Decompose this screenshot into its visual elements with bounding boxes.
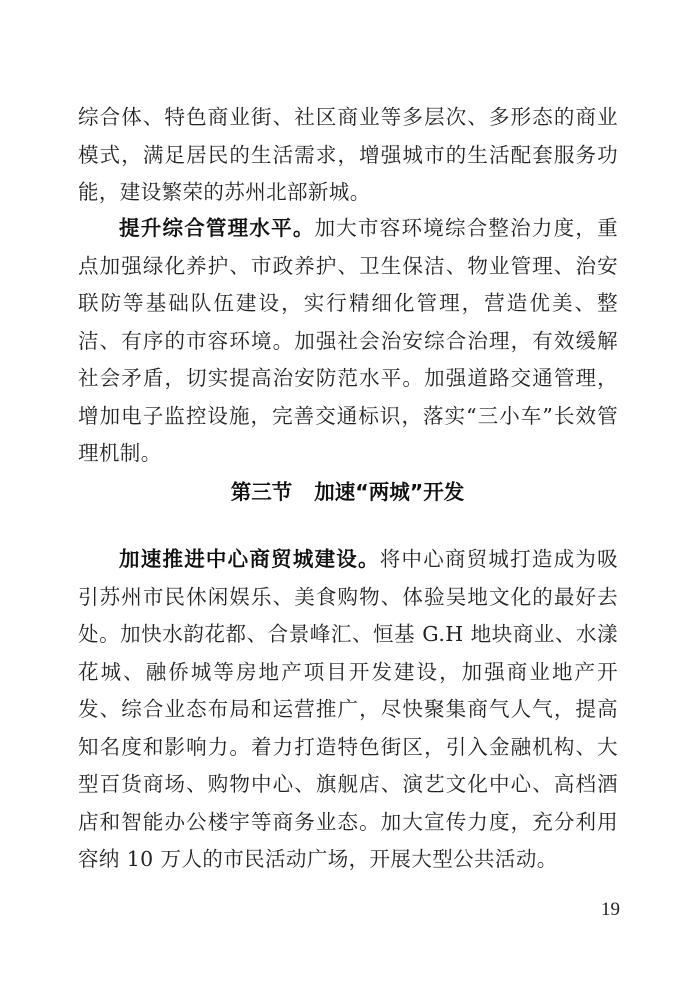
- page-number: 19: [601, 899, 620, 920]
- paragraph-lead-heading: 加速推进中心商贸城建设。: [119, 547, 380, 571]
- paragraph-text: 加大市容环境综合整治力度，重点加强绿化养护、市政养护、卫生保洁、物业管理、治安联防等基础队伍建设，实行精细化管理，营造优美、整洁、有序的市容环境。加强社会治安综合治理，有效缓解社会矛盾，切实提高治安防范水平。加强道路交通管理，增加电子监控设施，完善交通标识，落实“三小车”长效管理机制。: [78, 216, 618, 465]
- section-number: 第三节: [230, 480, 293, 504]
- paragraph-management: [78, 210, 618, 473]
- section-title: 加速“两城”开发: [314, 480, 465, 504]
- paragraph-continuation: [78, 99, 618, 212]
- paragraph-commerce-center: [78, 541, 618, 879]
- paragraph-text: 将中心商贸城打造成为吸引苏州市民休闲娱乐、美食购物、体验吴地文化的最好去处。加快水韵花都、合景峰汇、恒基 G.H 地块商业、水漾花城、融侨城等房地产项目开发建设，加强商业地产开发、综合业态布局和运营推广，尽快聚集商气人气，提高知名度和影响力。着力打造特色街区，引入金融机构、大型百货商场、购物中心、旗舰店、演艺文化中心、高档酒店和智能办公楼宇等商务业态。加大宣传力度，充分利用容纳 10 万人的市民活动广场，开展大型公共活动。: [78, 547, 618, 871]
- paragraph-text: 综合体、特色商业街、社区商业等多层次、多形态的商业模式，满足居民的生活需求，增强城市的生活配套服务功能，建设繁荣的苏州北部新城。: [78, 105, 618, 204]
- section-heading: [0, 474, 695, 511]
- paragraph-lead-heading: 提升综合管理水平。: [119, 216, 315, 240]
